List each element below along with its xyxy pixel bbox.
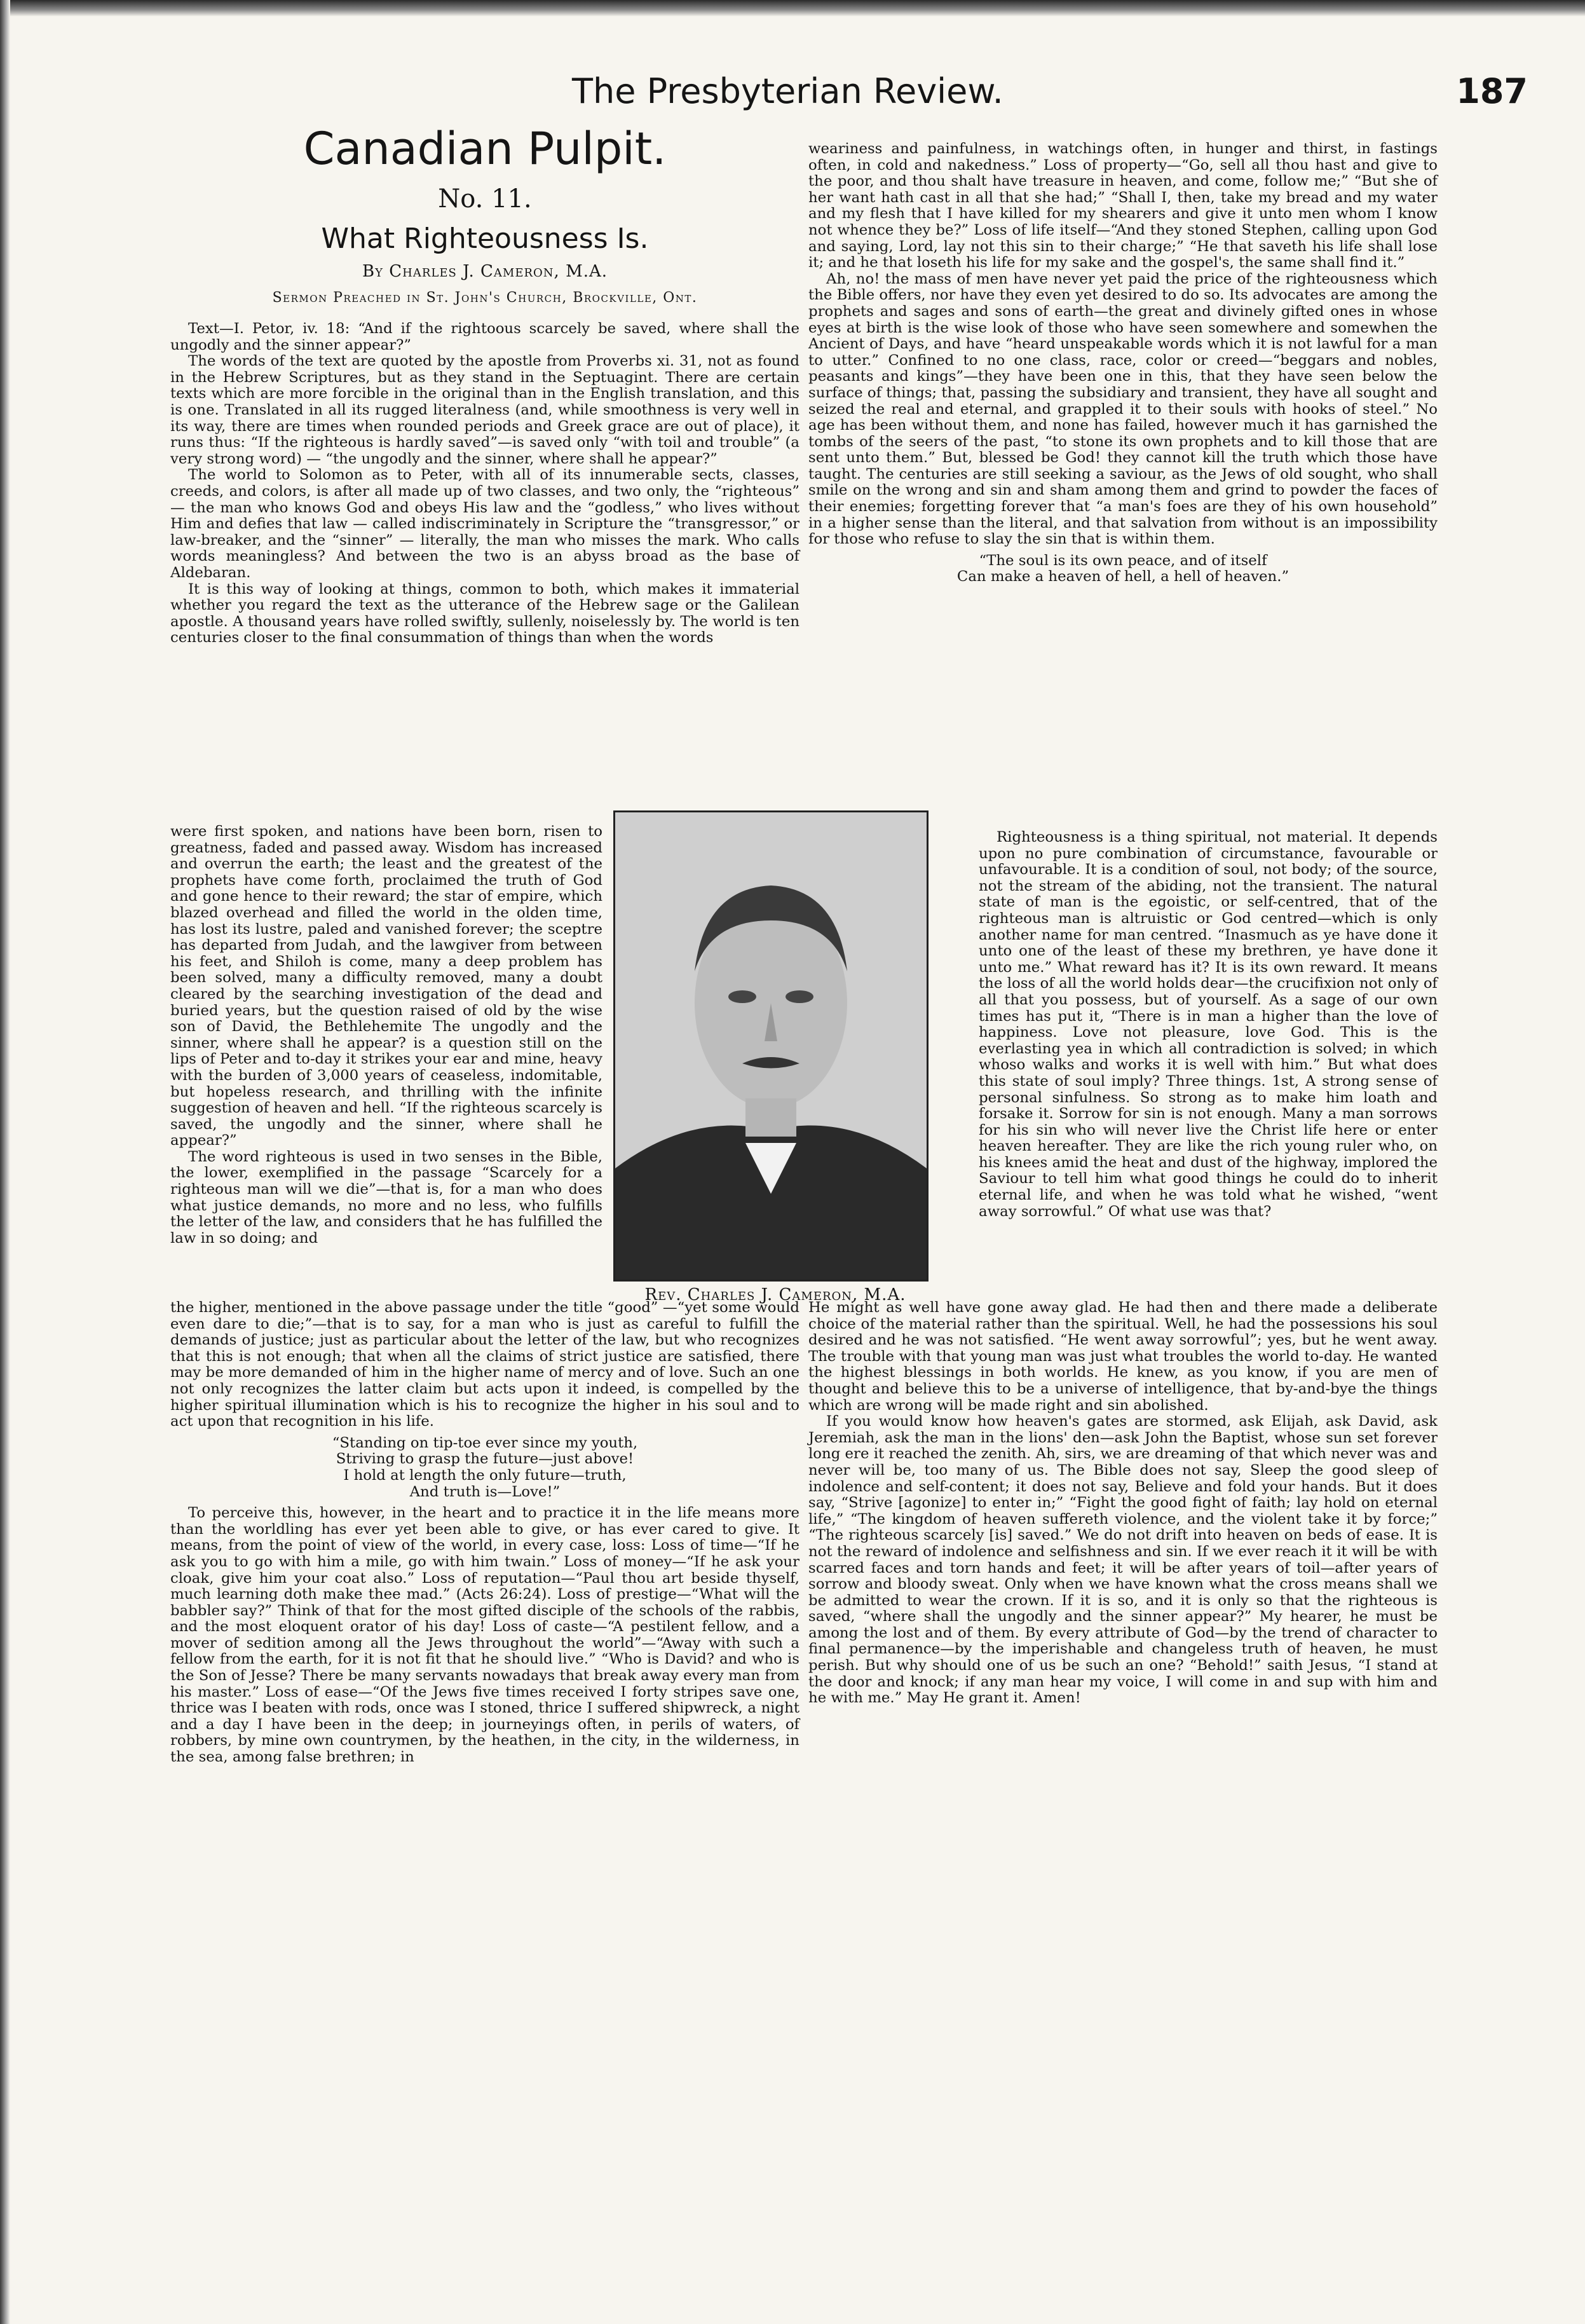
portrait-illustration <box>615 812 927 1280</box>
scan-edge-top <box>0 0 1585 17</box>
left-column-top <box>170 321 799 646</box>
section-title: Canadian Pulpit. <box>303 123 667 175</box>
paragraph: The world to Solomon as to Peter, with all of its innumerable sects, classes, creeds, and colors, is after all made up of two classes, and two only, the “righteous” — the man who knows God and obeys His law and the “godless,” who lives without Him and defies that law — called indiscriminately in Scripture the “transgressor,” or law-breaker, and the “sinner” — literally, the man who misses the mark. Who calls words meaningless? And between the two is an abyss broad as the base of Aldebaran. <box>170 467 799 581</box>
paragraph: To perceive this, however, in the heart and to practice it in the life means more than the worldling has ever yet been able to give, or has ever cared to give. It means, from the point of view of the world, in every case, loss: Loss of time—“If he ask you to go with him a mile, go with him twain.” Loss of money—“If he ask your cloak, give him your coat also.” Loss of reputation—“Paul thou art beside thyself, much learning doth make thee mad.” (Acts 26:24). Loss of prestige—“What will the babbler say?” Think of that for the most gifted disciple of the schools of the rabbis, and the most eloquent orator of his day! Loss of caste—“A pestilent fellow, and a mover of sedition among all the Jews throughout the world”—“Away with such a fellow from the earth, for it is not fit that he should live.” “Who is David? and who is the Son of Jesse? There be many servants nowadays that break away every man from his master.” Loss of ease—“Of the Jews five times received I forty stripes save one, thrice was I beaten with rods, once was I stoned, thrice I suffered shipwreck, a night and a day I have been in the deep; in journeyings often, in perils of waters, of robbers, by mine own countrymen, by the heathen, in the city, in the wilderness, in the sea, among false brethren; in <box>170 1505 799 1766</box>
paragraph: were first spoken, and nations have been born, risen to greatness, faded and passed away. Wisdom has increased and overrun the earth; the least and the greatest of the prophets have come forth, proclaimed the truth of God and gone hence to their reward; the star of empire, which blazed overhead and filled the world in the olden time, has lost its lustre, paled and vanished forever; the sceptre has departed from Judah, and the lawgiver from between his feet, and Shiloh is come, many a deep problem has been solved, many a difficulty removed, many a doubt cleared by the searching investigation of the dead and buried years, but the question raised of old by the wise son of David, the Bethlehemite The ungodly and the sinner, where shall he appear? is a question still on the lips of Peter and to-day it strikes your ear and mine, heavy with the burden of 3,000 years of ceaseless, indomitable, but hopeless research, and thrilling with the infinite suggestion of heaven and hell. “If the righteous scarcely is saved, the ungodly and the sinner, where shall he appear?” <box>170 823 602 1149</box>
poem-stanza-2 <box>808 553 1438 585</box>
poem-line: I hold at length the only future—truth, <box>343 1466 627 1484</box>
paragraph: He might as well have gone away glad. He had then and there made a deliberate choice of the material rather than the spiritual. Well, he had the possessions his soul desired and he was not satisfied. “He went away sorrowful”; yes, but he went away. The trouble with that young man was just what troubles the world to-day. He wanted the highest blessings in both worlds. He knew, as you know, if you are men of thought and believe this to be a universe of intelligence, that by-and-bye the things which are wrong will be made right and sin abolished. <box>808 1299 1438 1414</box>
paragraph: Text—I. Petor, iv. 18: “And if the rightoous scarcely be saved, where shall the ungodly and the sinner appear?” <box>170 320 799 353</box>
page-number: 187 <box>1456 71 1528 111</box>
right-column-wrap <box>979 830 1438 1220</box>
paragraph: Ah, no! the mass of men have never yet paid the price of the righteousness which the Bible offers, nor have they even yet desired to do so. Its advocates are among the prophets and sages and sons of earth—the great and divinely gifted ones in whose eyes at birth is the wise look of those who have seen somewhere and somewhen the Ancient of Days, and have “heard unspeakable words which it is not lawful for a man to utter.” Confined to no one class, race, color or creed—“beggars and nobles, peasants and kings”—they have been one in this, that they have seen below the surface of things; that, passing the subsidiary and transient, they have all sought and seized the real and eternal, and grappled it to their souls with hooks of steel.” No age has been without them, and none has failed, however much it has garnished the tombs of the seers of the past, “to stone its own prophets and to kill those that are sent unto them.” But, blessed be God! they cannot kill the truth which those have taught. The centuries are still seeking a saviour, as the Jews of old sought, who shall smile on the wrong and sin and sham among them and grind to powder the faces of their enemies; forgetting forever that “a man's foes are they of his own household” in a higher sense than the literal, and that salvation from without is an impossibility for those who refuse to slay the sin that is within them. <box>808 270 1438 548</box>
sermon-title: What Righteousness Is. <box>321 222 649 255</box>
paragraph: the higher, mentioned in the above passage under the title “good” —“yet some would even dare to die;”—that is to say, for a man who is just as careful to fulfill the demands of justice; just as particular about the letter of the law, but who recognizes that this is not enough; that when all the claims of strict justice are satisfied, there may be more demanded of him in the higher name of mercy and of love. Such an one not only recognizes the latter claim but acts upon it indeed, is compelled by the higher spiritual illumination which is his to recognize the higher in his soul and to act upon that recognition in his life. <box>170 1299 799 1430</box>
paragraph: The word righteous is used in two senses in the Bible, the lower, exemplified in the passage “Scarcely for a righteous man will we die”—that is, for a man who does what justice demands, no more and no less, who fulfills the letter of the law, and considers that he has fulfilled the law in so doing; and <box>170 1148 602 1247</box>
paragraph: The words of the text are quoted by the apostle from Proverbs xi. 31, not as found in the Hebrew Scriptures, but as they stand in the Septuagint. There are certain texts which are more forcible in the original than in the English translation, and this is one. Translated in all its rugged literalness (and, while smoothness is very well in its way, there are times when rounded periods and Greek grace are out of place), it runs thus: “If the righteous is hardly saved”—is saved only “with toil and trouble” (a very strong word) — “the ungodly and the sinner, where shall he appear?” <box>170 353 799 467</box>
poem-line: Striving to grasp the future—just above! <box>336 1451 634 1468</box>
paragraph: weariness and painfulness, in watchings often, in hunger and thirst, in fastings often, in cold and nakedness.” Loss of property—“Go, sell all thou hast and give to the poor, and thou shalt have treasure in heaven, and come, follow me;” “But she of her want hath cast in all that she had;” “Shall I, then, take my bread and my water and my flesh that I have killed for my shearers and give it unto men whom I know not whence they be?” Loss of life itself—“And they stoned Stephen, calling upon God and saying, Lord, lay not this sin to their charge;” “He that saveth his life shall lose it; and he that loseth his life for my sake and the gospel's, the same shall find it.” <box>808 140 1438 271</box>
paragraph: Righteousness is a thing spiritual, not material. It depends upon no pure combination of circumstance, favourable or unfavourable. It is a condition of soul, not body; of the source, not the stream of the abiding, not the transient. The natural state of man is the egoistic, or self-centred, that of the righteous man is altruistic or God centred—which is only another name for man centred. “Inasmuch as ye have done it unto one of the least of these my brethren, ye have done it unto me.” What reward has it? It is its own reward. It means the loss of all the world holds dear—the crucifixion not only of all that you possess, but of yourself. As a sage of our own times has put it, “There is in man a higher than the love of happiness. Love not pleasure, love God. This is the everlasting yea in which all contradiction is solved; in which whoso walks and works it is well with him.” But what does this state of soul imply? Three things. 1st, A strong sense of personal sinfulness. So strong as to make him loath and forsake it. Sorrow for sin is not enough. Many a man sorrows for his sin who will never live the Christ life here or enter heaven hereafter. They are like the rich young ruler who, on his knees amid the heat and dust of the highway, implored the Saviour to tell him what good things he could do to inherit eternal life, and when he was told what he wished, “went away sorrowful.” Of what use was that? <box>979 829 1438 1220</box>
scan-edge-left <box>0 0 10 2324</box>
left-column-lower <box>170 1300 799 1766</box>
poem-stanza-1 <box>170 1435 799 1500</box>
poem-line: “The soul is its own peace, and of itself <box>979 552 1267 569</box>
poem-line: “Standing on tip-toe ever since my youth, <box>332 1434 638 1451</box>
photo-caption: Rev. Charles J. Cameron, M.A. <box>644 1285 906 1304</box>
paragraph: It is this way of looking at things, common to both, which makes it immaterial whether you regard the text as the utterance of the Hebrew sage or the Galilean apostle. A thousand years have rolled swiftly, sullenly, noiselessly by. The world is ten centuries closer to the final consummation of things than when the words <box>170 580 799 646</box>
right-column-lower <box>808 1300 1438 1707</box>
right-column-top <box>808 141 1438 591</box>
portrait-photo <box>613 810 929 1282</box>
left-column-wrap <box>170 824 602 1247</box>
sermon-number: No. 11. <box>438 184 532 214</box>
running-header <box>0 71 1585 122</box>
paragraph: If you would know how heaven's gates are stormed, ask Elijah, ask David, ask Jeremiah, ask the man in the lions' den—ask John the Baptist, whose sun set forever long ere it reached the zenith. Ah, sirs, we are dreaming of that which never was and never will be, too many of us. The Bible does not say, Sleep the good sleep of indolence and self-content; it does not say, Believe and fold your hands. But it does say, “Strive [agonize] to enter in;” “Fight the good fight of faith; lay hold on eternal life,” “The kingdom of heaven suffereth violence, and the violent take it by force;” “The righteous scarcely [is] saved.” We do not drift into heaven on beds of ease. It is not the reward of indolence and selfishness and sin. If we ever reach it it will be with scarred faces and torn hands and feet; it will be after years of toil—after years of sorrow and bloody sweat. Only when we have known what the cross means shall we be admitted to wear the crown. If it is so, and it is only so that the righteous is saved, “where shall the ungodly and the sinner appear?” My hearer, he must be among the lost and of them. By every attribute of God—by the trend of character to final permanence—by the imperishable and changeless truth of heaven, he must perish. But why should one of us be such an one? “Behold!” saith Jesus, “I stand at the door and knock; if any man hear my voice, I will come in and sup with him and he with me.” May He grant it. Amen! <box>808 1413 1438 1707</box>
poem-line: And truth is—Love!” <box>409 1483 561 1500</box>
journal-title: The Presbyterian Review. <box>572 71 1003 111</box>
poem-line: Can make a heaven of hell, a hell of heaven.” <box>956 568 1289 585</box>
sermon-location: Sermon Preached in St. John's Church, Brockville, Ont. <box>272 290 698 306</box>
byline: By Charles J. Cameron, M.A. <box>362 262 608 281</box>
